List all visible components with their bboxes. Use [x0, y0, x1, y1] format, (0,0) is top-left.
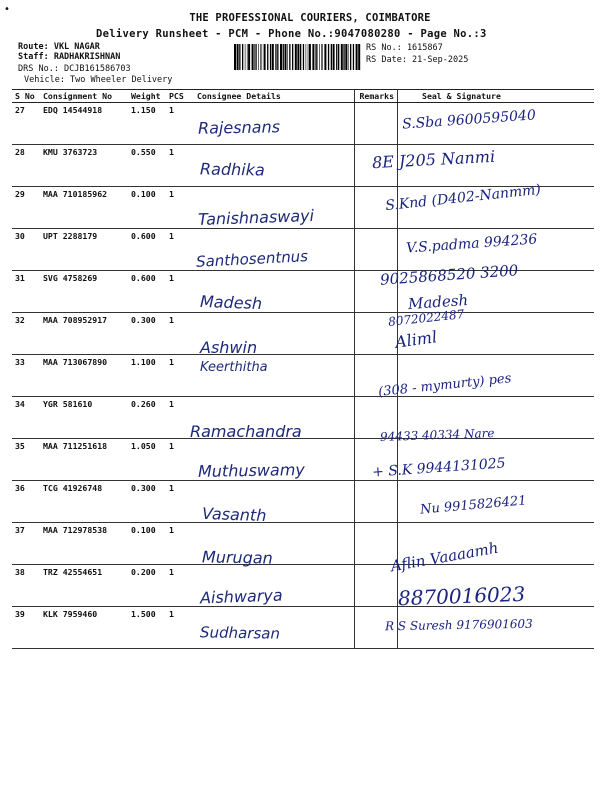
handwritten-signature: Nu 9915826421 [419, 493, 528, 518]
handwritten-signature: 8E J205 Nanmi [371, 146, 496, 173]
row-consignment-no: MAA 713067890 [40, 355, 128, 397]
row-pcs: 1 [166, 565, 194, 607]
drs-number: DRS No.: DCJB161586703 [18, 64, 131, 74]
handwritten-consignee-name: Madesh [199, 291, 263, 314]
handwritten-consignee-name: Rajesnans [197, 117, 281, 138]
rs-number: RS No.: 1615867 [366, 43, 443, 53]
route-label: Route: VKL NAGAR [18, 42, 100, 52]
handwritten-signature: S.Sba 9600595040 [401, 107, 537, 133]
row-pcs: 1 [166, 271, 194, 313]
row-remarks-cell [354, 229, 398, 271]
row-pcs: 1 [166, 523, 194, 565]
row-consignment-no: KLK 7959460 [40, 607, 128, 649]
row-weight: 1.150 [128, 103, 166, 145]
row-consignment-no: EDQ 14544918 [40, 103, 128, 145]
row-weight: 1.050 [128, 439, 166, 481]
corner-mark: • [4, 4, 10, 15]
document-subtitle: Delivery Runsheet - PCM - Phone No.:9047080280 - Page No.:3 [96, 28, 487, 40]
column-header: Consignment No [40, 90, 128, 103]
row-sno: 28 [12, 145, 40, 187]
row-pcs: 1 [166, 145, 194, 187]
handwritten-signature: 9025868520 3200 [379, 261, 519, 289]
row-sno: 30 [12, 229, 40, 271]
table-row [12, 523, 594, 565]
handwritten-consignee-name: Vasanth [201, 503, 267, 526]
column-header: Remarks [354, 90, 398, 103]
row-consignment-no: MAA 708952917 [40, 313, 128, 355]
table-row [12, 145, 594, 187]
column-header: Weight [128, 90, 166, 103]
vehicle-label: Vehicle: Two Wheeler Delivery [24, 75, 173, 85]
row-sno: 31 [12, 271, 40, 313]
row-sno: 38 [12, 565, 40, 607]
handwritten-signature: (308 - mymurty) pes [377, 371, 513, 400]
row-consignment-no: MAA 712978538 [40, 523, 128, 565]
handwritten-consignee-name: Murugan [201, 547, 273, 568]
table-row [12, 397, 594, 439]
row-sno: 37 [12, 523, 40, 565]
row-consignment-no: TRZ 42554651 [40, 565, 128, 607]
row-pcs: 1 [166, 607, 194, 649]
row-weight: 0.100 [128, 523, 166, 565]
handwritten-consignee-name: Muthuswamy [197, 460, 305, 481]
row-weight: 0.200 [128, 565, 166, 607]
column-header: PCS [166, 90, 194, 103]
runsheet-table [12, 89, 594, 649]
row-sno: 33 [12, 355, 40, 397]
handwritten-signature: 8870016023 [397, 581, 526, 611]
row-consignment-no: KMU 3763723 [40, 145, 128, 187]
handwritten-consignee-name: Sudharsan [199, 623, 281, 643]
row-consignment-no: SVG 4758269 [40, 271, 128, 313]
handwritten-consignee-name: Aishwarya [199, 585, 283, 608]
handwritten-consignee-name: Radhika [199, 159, 265, 180]
row-pcs: 1 [166, 103, 194, 145]
handwritten-signature: R S Suresh 9176901603 [384, 616, 533, 634]
row-weight: 0.260 [128, 397, 166, 439]
row-consignment-no: UPT 2288179 [40, 229, 128, 271]
table-header-row [12, 90, 594, 103]
row-pcs: 1 [166, 481, 194, 523]
barcode [234, 44, 362, 70]
row-sno: 32 [12, 313, 40, 355]
row-weight: 0.300 [128, 481, 166, 523]
row-weight: 0.550 [128, 145, 166, 187]
document-title: THE PROFESSIONAL COURIERS, COIMBATORE [189, 12, 431, 24]
row-pcs: 1 [166, 397, 194, 439]
column-header: Seal & Signature [398, 90, 594, 103]
row-consignment-no: MAA 710185962 [40, 187, 128, 229]
rs-date: RS Date: 21-Sep-2025 [366, 55, 469, 65]
staff-label: Staff: RADHAKRISHNAN [18, 52, 121, 62]
row-remarks-cell [354, 103, 398, 145]
row-pcs: 1 [166, 229, 194, 271]
handwritten-consignee-name: Ramachandra [190, 422, 302, 441]
handwritten-signature: Aliml [393, 327, 439, 352]
column-header: Consignee Details [194, 90, 354, 103]
column-header: S No [12, 90, 40, 103]
row-sno: 27 [12, 103, 40, 145]
row-sno: 35 [12, 439, 40, 481]
handwritten-consignee-name: Keerthitha [200, 360, 268, 375]
handwritten-signature: V.S.padma 994236 [405, 231, 538, 257]
row-weight: 0.300 [128, 313, 166, 355]
row-weight: 1.500 [128, 607, 166, 649]
handwritten-consignee-name: Santhosentnus [195, 247, 309, 271]
handwritten-signature: Madesh [407, 290, 469, 314]
handwritten-consignee-name: Ashwin [200, 338, 258, 357]
handwritten-signature: Aflin Vaaaamh [389, 538, 500, 576]
row-sno: 36 [12, 481, 40, 523]
row-weight: 0.600 [128, 229, 166, 271]
handwritten-signature: + S.K 9944131025 [371, 455, 507, 481]
row-consignment-no: YGR 581610 [40, 397, 128, 439]
handwritten-consignee-name: Tanishnaswayi [197, 205, 315, 230]
handwritten-signature: 8072022487 [387, 307, 465, 329]
row-pcs: 1 [166, 439, 194, 481]
row-pcs: 1 [166, 187, 194, 229]
row-weight: 1.100 [128, 355, 166, 397]
row-weight: 0.100 [128, 187, 166, 229]
row-consignment-no: MAA 711251618 [40, 439, 128, 481]
handwritten-signature: S.Knd (D402-Nanmm) [384, 181, 542, 215]
row-remarks-cell [354, 481, 398, 523]
row-sno: 29 [12, 187, 40, 229]
table-row [12, 313, 594, 355]
row-sno: 39 [12, 607, 40, 649]
row-sno: 34 [12, 397, 40, 439]
handwritten-signature: 94433 40334 Nare [379, 426, 495, 444]
row-weight: 0.600 [128, 271, 166, 313]
row-consignment-no: TCG 41926748 [40, 481, 128, 523]
row-pcs: 1 [166, 355, 194, 397]
row-pcs: 1 [166, 313, 194, 355]
